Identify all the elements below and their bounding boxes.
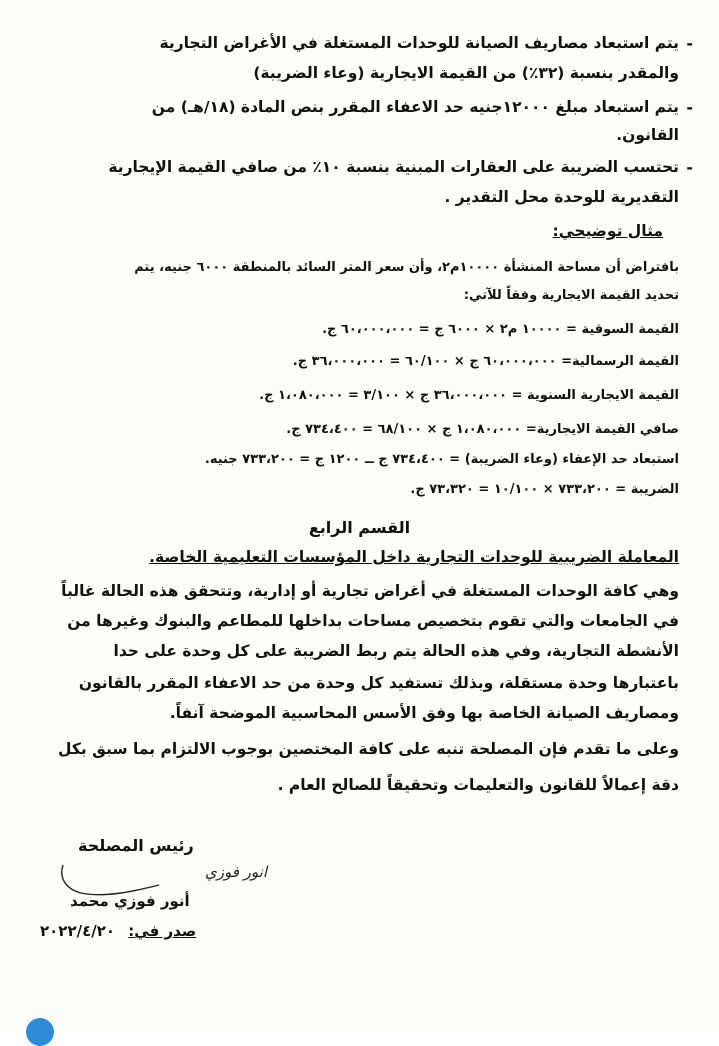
example-net-rent: صافي القيمة الايجارية= ١،٠٨٠،٠٠٠ ج × ٦٨/١٠٠ = ٧٣٤،٤٠٠ ج. xyxy=(286,422,679,437)
section-title: القسم الرابع xyxy=(308,518,411,537)
example-tax: الضريبة = ٧٣٣،٢٠٠ × ١٠/١٠٠ = ٧٣،٣٢٠ ج. xyxy=(410,482,679,497)
section-line-4: باعتبارها وحدة مستقلة، وبذلك تستفيد كل وحدة من حد الاعفاء المقرر بالقانون xyxy=(78,674,679,692)
bullet-1-line-1: يتم استبعاد مصاريف الصيانة للوحدات المستغلة في الأغراض التجارية xyxy=(159,34,679,52)
section-line-3: الأنشطة التجارية، وفي هذه الحالة يتم ربط الضريبة على كل وحدة على حدا xyxy=(113,642,679,660)
bullet-3-line-2: التقديرية للوحدة محل التقدير . xyxy=(444,188,679,206)
section-line-1: وهي كافة الوحدات المستغلة في أغراض تجارية أو إدارية، وتتحقق هذه الحالة غالباً xyxy=(61,582,679,600)
example-line-2: تحديد القيمة الايجارية وفقاً للآتي: xyxy=(463,288,679,303)
closing-line-2: دقة إعمالاً للقانون والتعليمات وتحقيقاً للصالح العام . xyxy=(277,776,679,794)
bullet-2-line-2: القانون. xyxy=(616,126,679,144)
bullet-marker-1: - xyxy=(686,34,693,53)
bullet-2-line-1: يتم استبعاد مبلغ ١٢٠٠٠جنيه حد الاعفاء المقرر بنص المادة (١٨/هـ) من xyxy=(151,98,679,116)
example-capital-value: القيمة الرسمالية= ٦٠،٠٠٠،٠٠٠ ج × ٦٠/١٠٠ = ٣٦،٠٠٠،٠٠٠ ج. xyxy=(292,354,679,369)
bullet-marker-2: - xyxy=(686,98,693,117)
example-market-value: القيمة السوقية = ١٠٠٠٠ م٢ × ٦٠٠٠ ج = ٦٠،٠٠٠،٠٠٠ ج. xyxy=(322,322,679,337)
section-line-2: في الجامعات والتي تقوم بتخصيص مساحات بداخلها للمطاعم والبنوك وغيرها من xyxy=(67,612,679,630)
signature-scribble: انور فوزي xyxy=(205,863,268,881)
issued-date xyxy=(40,922,196,940)
signatory-name: أنور فوزي محمد xyxy=(70,892,190,910)
signature-title: رئيس المصلحة xyxy=(78,836,194,855)
example-exemption: استبعاد حد الإعفاء (وعاء الضريبة) = ٧٣٤،٤٠٠ ج ــ ١٢٠٠ ج = ٧٣٣،٢٠٠ جنيه. xyxy=(204,452,679,467)
bullet-marker-3: - xyxy=(686,158,693,177)
bullet-1-line-2: والمقدر بنسبة (٣٢٪) من القيمة الايجارية (وعاء الضريبة) xyxy=(253,64,679,82)
issued-date-value: ٢٠٢٢/٤/٢٠ xyxy=(40,922,116,940)
bullet-3-line-1: تحتسب الضريبة على العقارات المبنية بنسبة ١٠٪ من صافي القيمة الإيجارية xyxy=(108,158,679,176)
closing-line-1: وعلى ما تقدم فإن المصلحة تنبه على كافة المختصين بوجوب الالتزام بما سبق بكل xyxy=(58,740,679,758)
issued-label: صدر في: xyxy=(128,922,197,940)
example-line-1: بافتراض أن مساحة المنشأة ١٠٠٠٠م٢، وأن سعر المتر السائد بالمنطقة ٦٠٠٠ جنيه، يتم xyxy=(134,260,679,275)
example-heading: مثال توضيحي: xyxy=(552,222,663,240)
example-annual-rent: القيمة الايجارية السنوية = ٣٦،٠٠٠،٠٠٠ ج × ٣/١٠٠ = ١،٠٨٠،٠٠٠ ج. xyxy=(259,388,679,403)
section-subtitle: المعاملة الضريبية للوحدات التجارية داخل المؤسسات التعليمية الخاصة. xyxy=(149,548,679,566)
corner-badge xyxy=(26,1018,54,1046)
section-line-5: ومصاريف الصيانة الخاصة بها وفق الأسس المحاسبية الموضحة آنفاً. xyxy=(169,704,679,722)
